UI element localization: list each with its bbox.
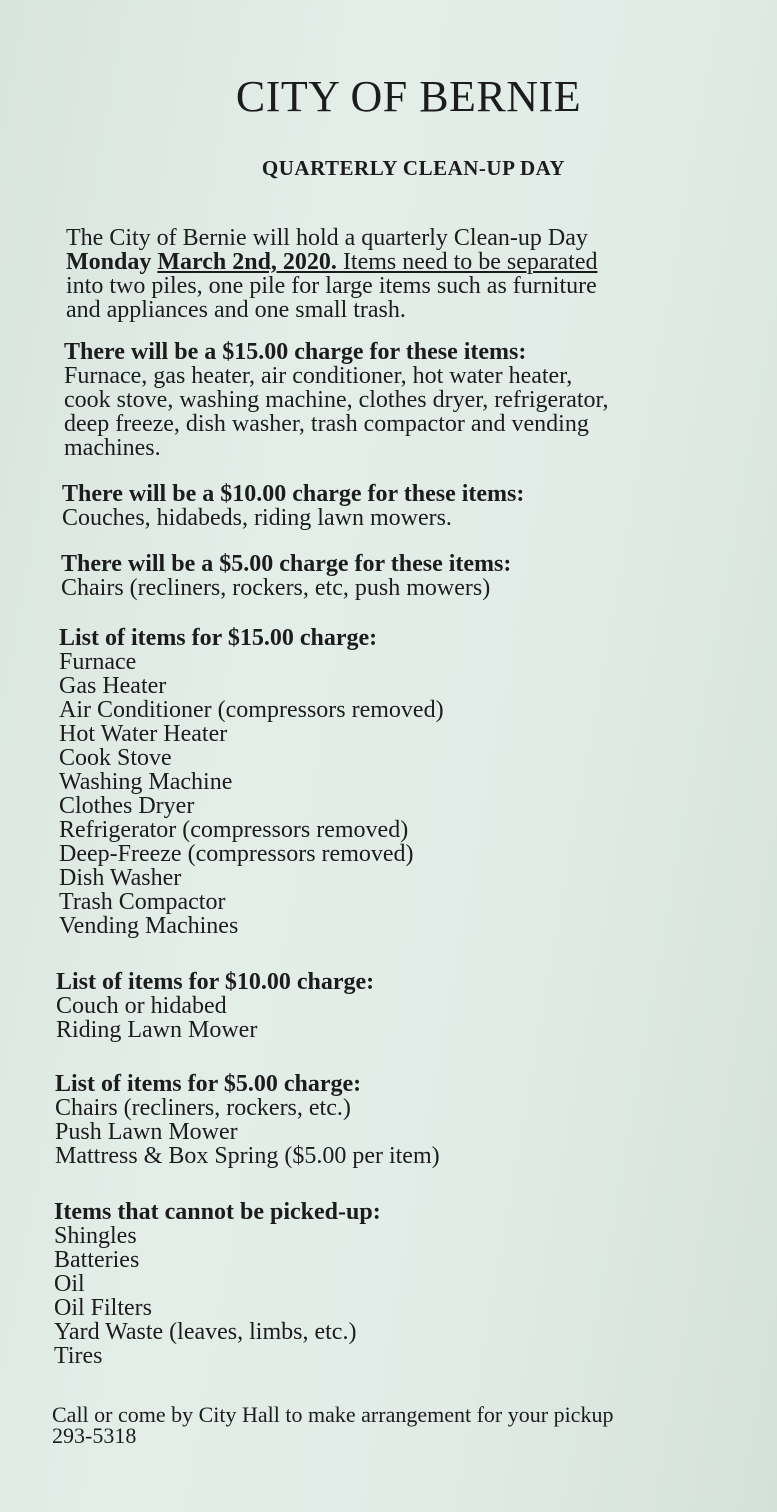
list-15-section: [59, 626, 444, 938]
charge-15-line: cook stove, washing machine, clothes dryer, refrigerator,: [64, 387, 609, 413]
footer-phone: 293-5318: [52, 1423, 137, 1448]
list-10-section: [56, 970, 374, 1042]
intro-line: The City of Bernie will hold a quarterly Clean-up Day: [66, 225, 588, 251]
list-item: Oil: [54, 1271, 85, 1297]
charge-15-line: Furnace, gas heater, air conditioner, hot water heater,: [64, 363, 573, 389]
list-item: Hot Water Heater: [59, 721, 228, 747]
intro-day: Monday: [66, 249, 158, 275]
intro-line: [66, 250, 746, 274]
list-item: Push Lawn Mower: [55, 1119, 238, 1145]
list-item: Cook Stove: [59, 745, 172, 771]
page-title: CITY OF BERNIE: [235, 72, 582, 121]
list-item: Oil Filters: [54, 1295, 153, 1321]
list-10-heading: List of items for $10.00 charge:: [56, 969, 375, 995]
charge-5-heading: There will be a $5.00 charge for these items:: [61, 551, 512, 577]
intro-paragraph: [66, 226, 746, 322]
list-item: Dish Washer: [59, 865, 182, 891]
list-item: Furnace: [59, 649, 137, 675]
excluded-heading: Items that cannot be picked-up:: [54, 1199, 381, 1225]
list-item: Riding Lawn Mower: [56, 1017, 258, 1043]
charge-15-section: [64, 340, 609, 460]
list-item: Refrigerator (compressors removed): [59, 817, 409, 843]
list-5-heading: List of items for $5.00 charge:: [55, 1071, 362, 1097]
list-item: Chairs (recliners, rockers, etc.): [55, 1095, 351, 1121]
charge-15-heading: There will be a $15.00 charge for these items:: [64, 339, 527, 365]
intro-line: and appliances and one small trash.: [66, 297, 406, 323]
list-item: Couch or hidabed: [56, 993, 227, 1019]
list-item: Vending Machines: [59, 913, 239, 939]
charge-10-heading: There will be a $10.00 charge for these items:: [62, 481, 525, 507]
page-subtitle: QUARTERLY CLEAN-UP DAY: [261, 156, 566, 180]
footer-contact: [52, 1404, 613, 1446]
list-5-section: [55, 1072, 440, 1168]
list-item: Yard Waste (leaves, limbs, etc.): [54, 1319, 357, 1345]
charge-5-line: Chairs (recliners, rockers, etc, push mowers): [61, 575, 491, 601]
charge-10-section: [62, 482, 524, 530]
list-item: Batteries: [54, 1247, 140, 1273]
intro-date: March 2nd, 2020.: [157, 249, 337, 275]
list-item: Mattress & Box Spring ($5.00 per item): [55, 1143, 440, 1169]
list-item: Air Conditioner (compressors removed): [59, 697, 444, 723]
list-item: Shingles: [54, 1223, 137, 1249]
intro-line-rest: Items need to be separated: [336, 249, 598, 275]
footer-line: Call or come by City Hall to make arrangement for your pickup: [52, 1402, 614, 1427]
intro-line: into two piles, one pile for large items such as furniture: [66, 273, 597, 299]
list-15-heading: List of items for $15.00 charge:: [59, 625, 378, 651]
list-item: Tires: [54, 1343, 103, 1369]
list-item: Clothes Dryer: [59, 793, 195, 819]
list-item: Washing Machine: [59, 769, 233, 795]
list-item: Trash Compactor: [59, 889, 226, 915]
list-item: Deep-Freeze (compressors removed): [59, 841, 414, 867]
charge-15-line: deep freeze, dish washer, trash compactor and vending: [64, 411, 589, 437]
excluded-section: [54, 1200, 381, 1368]
charge-5-section: [61, 552, 511, 600]
charge-10-line: Couches, hidabeds, riding lawn mowers.: [62, 505, 452, 531]
charge-15-line: machines.: [64, 435, 161, 461]
list-item: Gas Heater: [59, 673, 167, 699]
